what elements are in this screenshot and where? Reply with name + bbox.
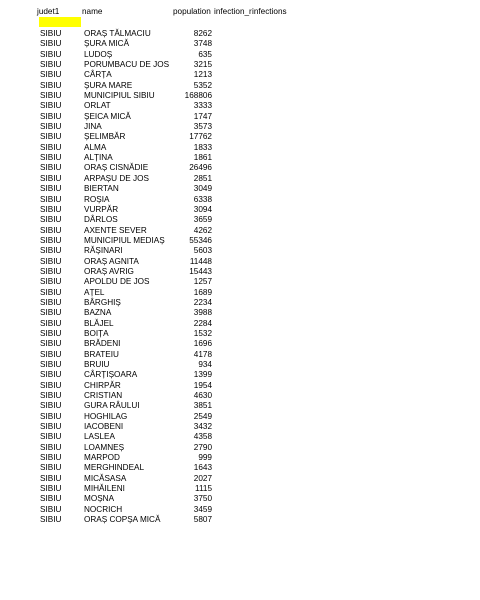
cell-population[interactable]: 2284	[193, 318, 212, 328]
cell-judet[interactable]: SIBIU	[40, 101, 62, 111]
cell-judet[interactable]: SIBIU	[40, 277, 62, 287]
cell-name[interactable]: AXENTE SEVER	[84, 225, 147, 235]
cell-population[interactable]: 1643	[193, 463, 212, 473]
cell-name[interactable]: MOȘNA	[84, 494, 115, 504]
cell-judet[interactable]: SIBIU	[40, 225, 62, 235]
cell-population[interactable]: 5603	[193, 246, 212, 256]
table-row[interactable]	[0, 515, 480, 525]
cell-population[interactable]: 6338	[193, 194, 212, 204]
table-row[interactable]	[0, 143, 480, 153]
cell-judet[interactable]: SIBIU	[40, 91, 62, 101]
cell-name[interactable]: BRUIU	[84, 360, 110, 369]
table-row[interactable]	[0, 474, 480, 484]
table-row[interactable]	[0, 381, 480, 391]
table-row[interactable]	[0, 60, 480, 70]
cell-population[interactable]: 3750	[193, 494, 212, 504]
cell-name[interactable]: BIERTAN	[84, 184, 119, 194]
table-row[interactable]	[0, 308, 480, 318]
table-row[interactable]	[0, 339, 480, 349]
table-row[interactable]	[0, 81, 480, 91]
cell-name[interactable]: BÂRGHIȘ	[84, 297, 121, 307]
cell-judet[interactable]: SIBIU	[40, 442, 62, 452]
cell-population[interactable]: 15443	[189, 266, 212, 276]
table-row[interactable]	[0, 288, 480, 298]
cell-population[interactable]: 1861	[193, 153, 212, 163]
table-row[interactable]	[0, 401, 480, 411]
table-row[interactable]	[0, 350, 480, 360]
cell-population[interactable]: 5352	[193, 80, 212, 90]
cell-population[interactable]: 26496	[189, 163, 212, 173]
cell-judet[interactable]: SIBIU	[40, 122, 62, 132]
cell-judet[interactable]: SIBIU	[40, 411, 62, 421]
cell-name[interactable]: ȘEICA MICĂ	[84, 111, 131, 121]
table-row[interactable]	[0, 443, 480, 453]
cell-population[interactable]: 4262	[193, 225, 212, 235]
cell-population[interactable]: 4178	[193, 349, 212, 359]
cell-judet[interactable]: SIBIU	[40, 432, 62, 442]
cell-judet[interactable]: SIBIU	[40, 29, 62, 38]
cell-population[interactable]: 2790	[193, 442, 212, 452]
cell-population[interactable]: 5807	[193, 515, 212, 525]
cell-judet[interactable]: SIBIU	[40, 370, 62, 380]
cell-population[interactable]: 3215	[193, 60, 212, 70]
data-rows	[0, 29, 480, 526]
header-cell-judet[interactable]: judet1	[37, 7, 60, 16]
table-row[interactable]	[0, 195, 480, 205]
table-row[interactable]	[0, 391, 480, 401]
table-row[interactable]	[0, 412, 480, 422]
cell-judet[interactable]: SIBIU	[40, 184, 62, 194]
cell-judet[interactable]: SIBIU	[40, 70, 62, 80]
cell-judet[interactable]: SIBIU	[40, 194, 62, 204]
cell-population[interactable]: 3748	[193, 39, 212, 49]
cell-population[interactable]: 3851	[193, 401, 212, 411]
cell-name[interactable]: ORAȘ CISNĂDIE	[84, 163, 149, 173]
cell-judet[interactable]: SIBIU	[40, 349, 62, 359]
table-row[interactable]	[0, 257, 480, 267]
cell-name[interactable]: CHIRPĂR	[84, 380, 121, 390]
cell-judet[interactable]: SIBIU	[40, 391, 62, 401]
cell-name[interactable]: CÂRȚIȘOARA	[84, 370, 138, 380]
cell-population[interactable]: 1213	[193, 70, 212, 80]
cell-name[interactable]: HOGHILAG	[84, 411, 128, 421]
header-cell-infections[interactable]: infections	[252, 7, 287, 16]
table-row[interactable]	[0, 484, 480, 494]
table-row[interactable]	[0, 50, 480, 60]
cell-population[interactable]: 3573	[193, 122, 212, 132]
cell-population[interactable]: 3988	[193, 308, 212, 318]
table-row[interactable]	[0, 494, 480, 504]
cell-name[interactable]: APOLDU DE JOS	[84, 277, 150, 287]
cell-name[interactable]: CÂRȚA	[84, 70, 112, 80]
cell-judet[interactable]: SIBIU	[40, 111, 62, 121]
cell-judet[interactable]: SIBIU	[40, 308, 62, 318]
cell-population[interactable]: 17762	[189, 132, 212, 142]
table-row[interactable]	[0, 319, 480, 329]
table-row[interactable]	[0, 432, 480, 442]
cell-name[interactable]: ORLAT	[84, 101, 111, 111]
cell-judet[interactable]: SIBIU	[40, 60, 62, 70]
table-row[interactable]	[0, 132, 480, 142]
cell-judet[interactable]: SIBIU	[40, 484, 62, 494]
cell-name[interactable]: MUNICIPIUL SIBIU	[84, 91, 155, 101]
cell-population[interactable]: 168806	[184, 91, 212, 101]
cell-population[interactable]: 2851	[193, 173, 212, 183]
cell-name[interactable]: MIHĂILENI	[84, 484, 125, 494]
table-row[interactable]	[0, 298, 480, 308]
cell-judet[interactable]: SIBIU	[40, 297, 62, 307]
cell-name[interactable]: NOCRICH	[84, 504, 123, 514]
cell-name[interactable]: CRISTIAN	[84, 391, 123, 401]
cell-judet[interactable]: SIBIU	[40, 266, 62, 276]
cell-judet[interactable]: SIBIU	[40, 318, 62, 328]
cell-judet[interactable]: SIBIU	[40, 246, 62, 256]
cell-population[interactable]: 1696	[193, 339, 212, 349]
cell-name[interactable]: BLĂJEL	[84, 318, 114, 328]
header-cell-infection-rate[interactable]: infection_r	[214, 7, 252, 16]
cell-judet[interactable]: SIBIU	[40, 463, 62, 473]
cell-population[interactable]: 1954	[193, 380, 212, 390]
cell-name[interactable]: PORUMBACU DE JOS	[84, 60, 170, 70]
cell-population[interactable]: 1532	[193, 328, 212, 338]
cell-judet[interactable]: SIBIU	[40, 49, 62, 59]
table-row[interactable]	[0, 101, 480, 111]
cell-population[interactable]: 55346	[189, 235, 212, 245]
cell-judet[interactable]: SIBIU	[40, 328, 62, 338]
cell-name[interactable]: BAZNA	[84, 308, 112, 318]
cell-name[interactable]: LUDOȘ	[84, 49, 113, 59]
cell-population[interactable]: 3432	[193, 422, 212, 432]
cell-name[interactable]: LASLEA	[84, 432, 115, 442]
table-row[interactable]	[0, 267, 480, 277]
cell-population[interactable]: 1257	[193, 277, 212, 287]
cell-judet[interactable]: SIBIU	[40, 173, 62, 183]
cell-judet[interactable]: SIBIU	[40, 215, 62, 225]
table-row[interactable]	[0, 205, 480, 215]
cell-judet[interactable]: SIBIU	[40, 39, 62, 49]
table-row[interactable]	[0, 453, 480, 463]
cell-judet[interactable]: SIBIU	[40, 380, 62, 390]
cell-name[interactable]: ȘURA MARE	[84, 80, 133, 90]
cell-judet[interactable]: SIBIU	[40, 504, 62, 514]
cell-name[interactable]: BRĂDENI	[84, 339, 121, 349]
cell-name[interactable]: ALMA	[84, 142, 107, 152]
cell-population[interactable]: 1689	[193, 287, 212, 297]
cell-judet[interactable]: SIBIU	[40, 287, 62, 297]
cell-judet[interactable]: SIBIU	[40, 256, 62, 266]
cell-judet[interactable]: SIBIU	[40, 153, 62, 163]
cell-name[interactable]: RĂȘINARI	[84, 246, 123, 256]
cell-judet[interactable]: SIBIU	[40, 80, 62, 90]
table-row[interactable]	[0, 226, 480, 236]
cell-name[interactable]: ȘURA MICĂ	[84, 39, 130, 49]
table-row[interactable]	[0, 422, 480, 432]
cell-name[interactable]: ORAȘ AGNITA	[84, 256, 139, 266]
cell-population[interactable]: 3094	[193, 204, 212, 214]
cell-judet[interactable]: SIBIU	[40, 235, 62, 245]
cell-name[interactable]: MERGHINDEAL	[84, 463, 145, 473]
cell-population[interactable]: 635	[198, 49, 212, 59]
cell-population[interactable]: 3049	[193, 184, 212, 194]
table-row[interactable]	[0, 360, 480, 370]
cell-name[interactable]: AȚEL	[84, 287, 105, 297]
cell-name[interactable]: ROȘIA	[84, 194, 110, 204]
table-row[interactable]	[0, 91, 480, 101]
table-row[interactable]	[0, 112, 480, 122]
table-row[interactable]	[0, 329, 480, 339]
cell-population[interactable]: 2234	[193, 297, 212, 307]
cell-population[interactable]: 1747	[193, 111, 212, 121]
cell-population[interactable]: 4630	[193, 391, 212, 401]
cell-population[interactable]: 999	[198, 453, 212, 463]
table-row[interactable]	[0, 153, 480, 163]
cell-judet[interactable]: SIBIU	[40, 473, 62, 483]
cell-population[interactable]: 4358	[193, 432, 212, 442]
header-row	[0, 6, 480, 17]
cell-name[interactable]: ALȚINA	[84, 153, 113, 163]
cell-population[interactable]: 934	[198, 360, 212, 369]
cell-judet[interactable]: SIBIU	[40, 132, 62, 142]
cell-name[interactable]: BOIȚA	[84, 328, 109, 338]
cell-population[interactable]: 1399	[193, 370, 212, 380]
cell-judet[interactable]: SIBIU	[40, 401, 62, 411]
table-row[interactable]	[0, 370, 480, 380]
cell-name[interactable]: MUNICIPIUL MEDIAȘ	[84, 235, 165, 245]
cell-name[interactable]: IACOBENI	[84, 422, 124, 432]
table-row[interactable]	[0, 463, 480, 473]
table-row[interactable]	[0, 163, 480, 173]
cell-name[interactable]: ARPAȘU DE JOS	[84, 173, 149, 183]
cell-name[interactable]: GURA RÂULUI	[84, 401, 140, 411]
cell-name[interactable]: LOAMNEȘ	[84, 442, 125, 452]
cell-judet[interactable]: SIBIU	[40, 163, 62, 173]
table-row[interactable]	[0, 277, 480, 287]
selected-cell[interactable]	[39, 17, 81, 27]
cell-name[interactable]: VURPĂR	[84, 204, 119, 214]
table-row[interactable]	[0, 215, 480, 225]
cell-population[interactable]: 8262	[193, 29, 212, 38]
table-row[interactable]	[0, 184, 480, 194]
cell-population[interactable]: 1833	[193, 142, 212, 152]
cell-judet[interactable]: SIBIU	[40, 142, 62, 152]
cell-population[interactable]: 11448	[189, 256, 212, 266]
cell-judet[interactable]: SIBIU	[40, 422, 62, 432]
table-row[interactable]	[0, 174, 480, 184]
cell-judet[interactable]: SIBIU	[40, 339, 62, 349]
cell-judet[interactable]: SIBIU	[40, 494, 62, 504]
cell-judet[interactable]: SIBIU	[40, 204, 62, 214]
cell-name[interactable]: ORAȘ COPȘA MICĂ	[84, 515, 161, 525]
cell-population[interactable]: 3659	[193, 215, 212, 225]
cell-population[interactable]: 2027	[193, 473, 212, 483]
cell-name[interactable]: BRATEIU	[84, 349, 119, 359]
cell-name[interactable]: DÂRLOS	[84, 215, 118, 225]
cell-judet[interactable]: SIBIU	[40, 360, 62, 369]
header-cell-population[interactable]: population	[173, 7, 211, 16]
cell-name[interactable]: ORAȘ AVRIG	[84, 266, 134, 276]
cell-population[interactable]: 3459	[193, 504, 212, 514]
table-row[interactable]	[0, 122, 480, 132]
cell-name[interactable]: ORAȘ TĂLMACIU	[84, 29, 151, 38]
cell-name[interactable]: MARPOD	[84, 453, 120, 463]
cell-population[interactable]: 1115	[195, 484, 212, 494]
table-row[interactable]	[0, 70, 480, 80]
cell-judet[interactable]: SIBIU	[40, 453, 62, 463]
header-cell-name[interactable]: name	[82, 7, 103, 16]
table-row[interactable]	[0, 39, 480, 49]
table-row[interactable]	[0, 236, 480, 246]
table-row[interactable]	[0, 505, 480, 515]
table-row[interactable]	[0, 29, 480, 39]
cell-population[interactable]: 3333	[193, 101, 212, 111]
cell-population[interactable]: 2549	[193, 411, 212, 421]
cell-name[interactable]: ȘELIMBĂR	[84, 132, 126, 142]
cell-judet[interactable]: SIBIU	[40, 515, 62, 525]
table-row[interactable]	[0, 246, 480, 256]
cell-name[interactable]: MICĂSASA	[84, 473, 127, 483]
cell-name[interactable]: JINA	[84, 122, 102, 132]
